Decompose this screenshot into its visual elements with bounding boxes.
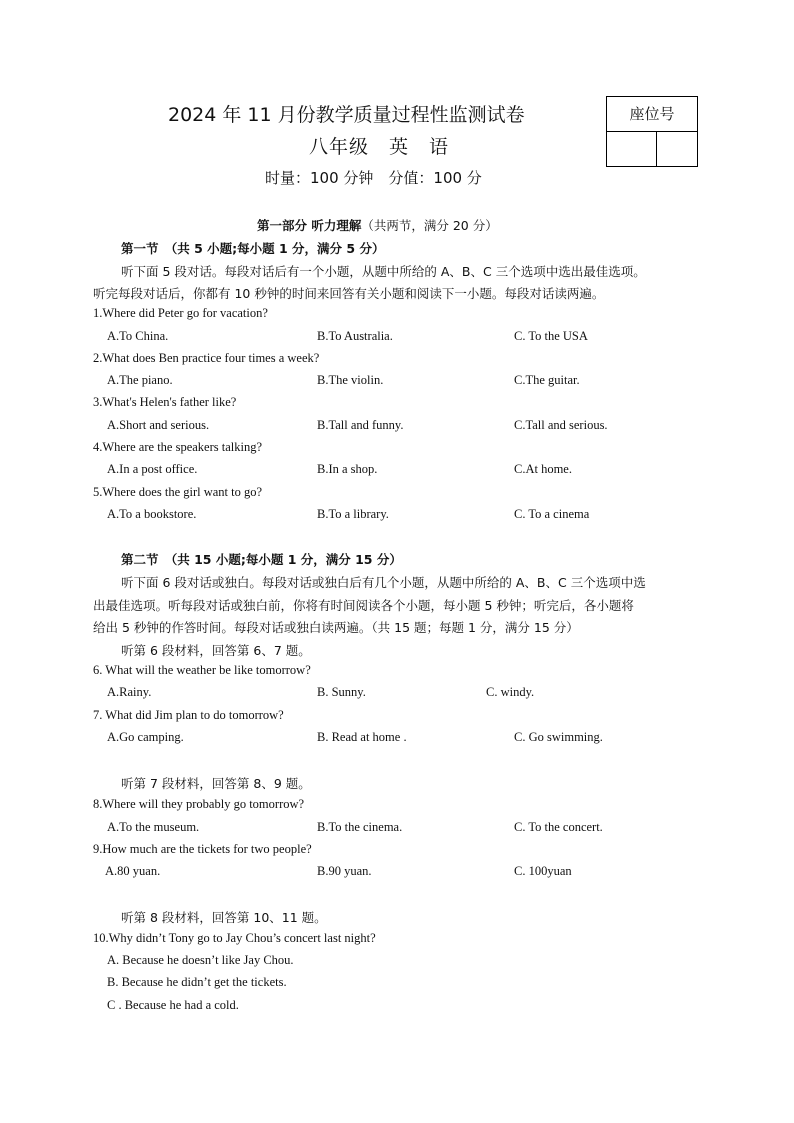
- part1-heading: [257, 216, 498, 234]
- section2-instruction-3: 给出 5 秒钟的作答时间。每段对话或独白读两遍。（共 15 题；每题 1 分，满分 15 分）: [93, 620, 579, 635]
- question-9: 9.How much are the tickets for two people?: [93, 842, 312, 856]
- seat-number-box: [606, 96, 698, 167]
- q2-option-a: A.The piano.: [107, 373, 173, 387]
- q10-option-b: B. Because he didn’t get the tickets.: [107, 975, 287, 989]
- q8-option-c: C. To the concert.: [514, 820, 603, 834]
- exam-subtitle: 八年级 英 语: [309, 136, 450, 158]
- q3-option-b: B.Tall and funny.: [317, 418, 404, 432]
- q1-option-a: A.To China.: [107, 329, 169, 343]
- q8-option-a: A.To the museum.: [107, 820, 200, 834]
- section1-instruction-2: 听完每段对话后，你都有 10 秒钟的时间来回答有关小题和阅读下一小题。每段对话读两遍。: [93, 286, 605, 301]
- q7-option-a: A.Go camping.: [107, 730, 184, 744]
- q8-option-b: B.To the cinema.: [317, 820, 403, 834]
- q6-option-b: B. Sunny.: [317, 685, 366, 699]
- material-6-note: 听第 6 段材料，回答第 6、7 题。: [121, 643, 311, 658]
- section1-heading: 第一节 （共 5 小题;每小题 1 分，满分 5 分）: [121, 241, 385, 256]
- seat-number-cell-1[interactable]: [607, 132, 657, 167]
- q2-option-b: B.The violin.: [317, 373, 384, 387]
- seat-number-label: 座位号: [607, 97, 697, 132]
- q10-option-c: C . Because he had a cold.: [107, 998, 239, 1012]
- question-4: 4.Where are the speakers talking?: [93, 440, 263, 454]
- q10-option-a: A. Because he doesn’t like Jay Chou.: [107, 953, 294, 967]
- q5-option-c: C. To a cinema: [514, 507, 590, 521]
- q7-option-c: C. Go swimming.: [514, 730, 603, 744]
- question-2: 2.What does Ben practice four times a week?: [93, 351, 320, 365]
- part1-heading-note: （共两节，满分 20 分）: [361, 218, 498, 233]
- q5-option-a: A.To a bookstore.: [107, 507, 197, 521]
- part1-heading-main: 第一部分 听力理解: [257, 218, 362, 233]
- q6-option-c: C. windy.: [486, 685, 535, 699]
- q7-option-b: B. Read at home .: [317, 730, 407, 744]
- q6-option-a: A.Rainy.: [107, 685, 152, 699]
- exam-title: 2024 年 11 月份教学质量过程性监测试卷: [168, 104, 525, 126]
- section2-heading: 第二节 （共 15 小题;每小题 1 分，满分 15 分）: [121, 552, 402, 567]
- seat-number-cell-2[interactable]: [657, 132, 698, 167]
- q9-option-a: A.80 yuan.: [105, 864, 161, 878]
- q4-option-b: B.In a shop.: [317, 462, 378, 476]
- question-5: 5.Where does the girl want to go?: [93, 485, 263, 499]
- question-3: 3.What's Helen's father like?: [93, 395, 237, 409]
- q3-option-a: A.Short and serious.: [107, 418, 210, 432]
- material-8-note: 听第 8 段材料，回答第 10、11 题。: [121, 910, 327, 925]
- question-7: 7. What did Jim plan to do tomorrow?: [93, 708, 284, 722]
- section2-instruction-1: 听下面 6 段对话或独白。每段对话或独白后有几个小题，从题中所给的 A、B、C 三个选项中选: [121, 575, 646, 590]
- q2-option-c: C.The guitar.: [514, 373, 580, 387]
- q9-option-b: B.90 yuan.: [317, 864, 372, 878]
- q3-option-c: C.Tall and serious.: [514, 418, 608, 432]
- question-6: 6. What will the weather be like tomorrow?: [93, 663, 311, 677]
- q4-option-c: C.At home.: [514, 462, 572, 476]
- q4-option-a: A.In a post office.: [107, 462, 198, 476]
- question-10: 10.Why didn’t Tony go to Jay Chou’s concert last night?: [93, 931, 376, 945]
- q1-option-b: B.To Australia.: [317, 329, 393, 343]
- exam-meta: 时量：100 分钟 分值：100 分: [265, 169, 482, 187]
- question-1: 1.Where did Peter go for vacation?: [93, 306, 268, 320]
- q1-option-c: C. To the USA: [514, 329, 588, 343]
- section1-instruction-1: 听下面 5 段对话。每段对话后有一个小题，从题中所给的 A、B、C 三个选项中选出最佳选项。: [121, 264, 646, 279]
- q9-option-c: C. 100yuan: [514, 864, 572, 878]
- section2-instruction-2: 出最佳选项。听每段对话或独白前，你将有时间阅读各个小题，每小题 5 秒钟；听完后，各小题将: [93, 598, 634, 613]
- question-8: 8.Where will they probably go tomorrow?: [93, 797, 305, 811]
- q5-option-b: B.To a library.: [317, 507, 389, 521]
- material-7-note: 听第 7 段材料，回答第 8、9 题。: [121, 776, 311, 791]
